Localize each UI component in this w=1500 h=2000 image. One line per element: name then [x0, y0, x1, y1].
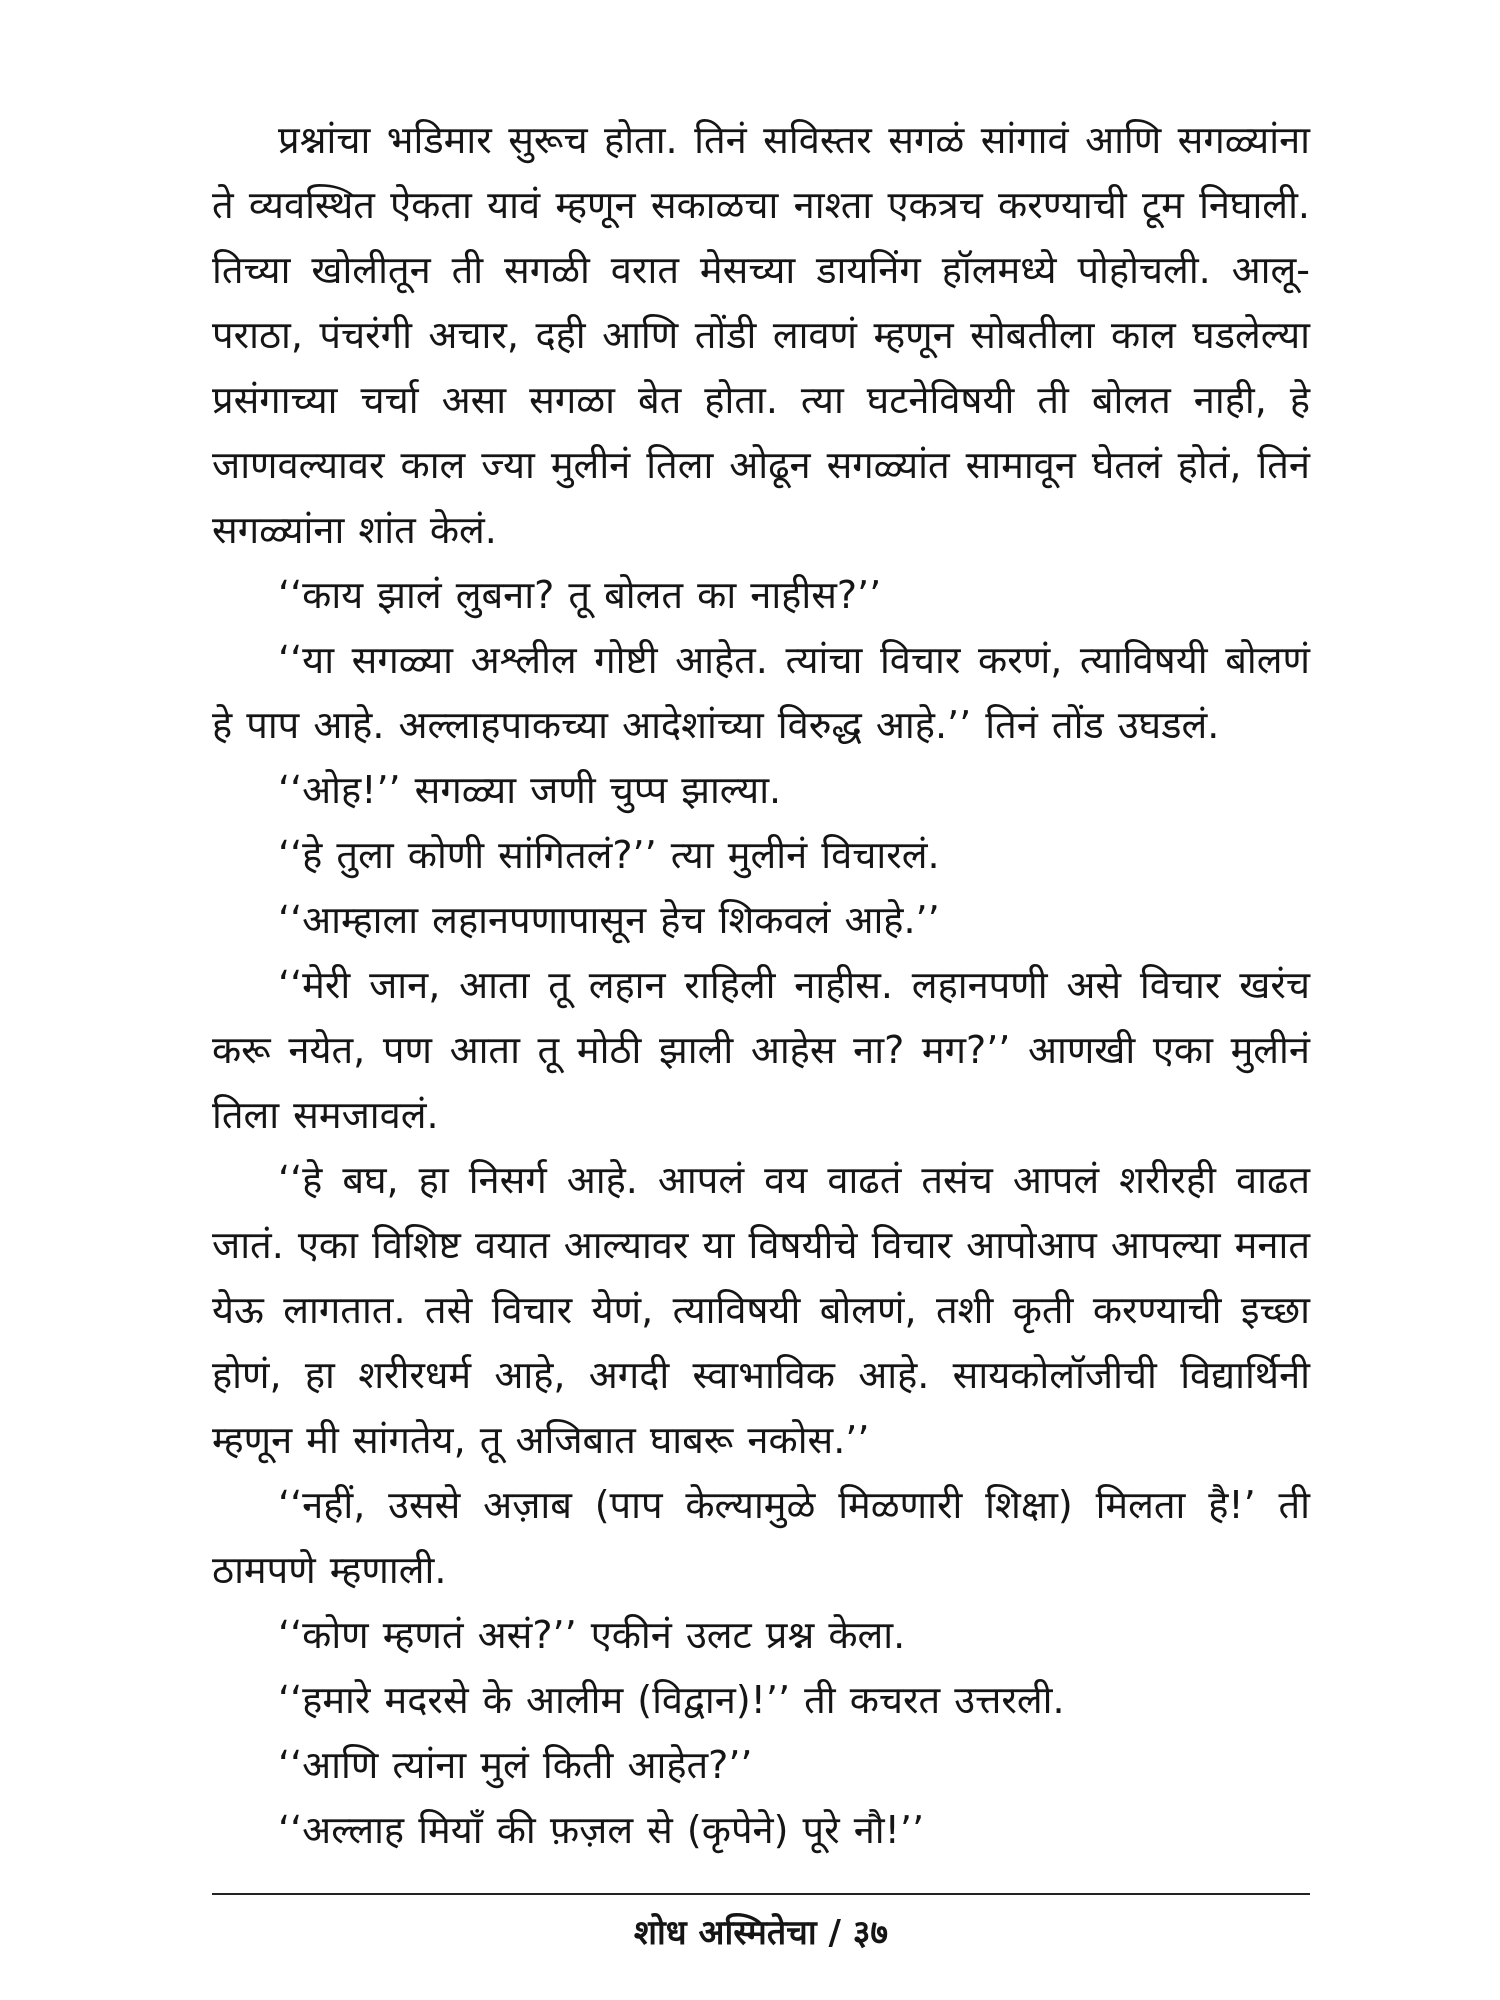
paragraph: ‘‘नहीं, उससे अज़ाब (पाप केल्यामुळे मिळणारी शिक्षा) मिलता है!’ ती ठामपणे म्हणाली. — [212, 1483, 1310, 1592]
paragraph: ‘‘या सगळ्या अश्लील गोष्टी आहेत. त्यांचा विचार करणं, त्याविषयी बोलणं हे पाप आहे. अल्लाहपाकच्या आदेशांच्या विरुद्ध आहे.’’ तिनं तोंड उघडलं. — [212, 638, 1310, 747]
paragraph: प्रश्नांचा भडिमार सुरूच होता. तिनं सविस्तर सगळं सांगावं आणि सगळ्यांना ते व्यवस्थित ऐकता यावं म्हणून सकाळचा नाश्ता एकत्रच करण्याची टूम निघाली. तिच्या खोलीतून ती सगळी वरात मेसच्या डायनिंग हॉलमध्ये पोहोचली. आलू-पराठा, पंचरंगी अचार, दही आणि तोंडी लावणं म्हणून सोबतीला काल घडलेल्या प्रसंगाच्या चर्चा असा सगळा बेत होता. त्या घटनेविषयी ती बोलत नाही, हे जाणवल्यावर काल ज्या मुलीनं तिला ओढून सगळ्यांत सामावून घेतलं होतं, तिनं सगळ्यांना शांत केलं. — [212, 118, 1310, 552]
paragraph: ‘‘ओह!’’ सगळ्या जणी चुप्प झाल्या. — [278, 768, 782, 812]
paragraph: ‘‘मेरी जान, आता तू लहान राहिली नाहीस. लहानपणी असे विचार खरंच करू नयेत, पण आता तू मोठी झाली आहेस ना? मग?’’ आणखी एका मुलीनं तिला समजावलं. — [212, 963, 1310, 1137]
page-footer: शोध अस्मितेचा / ३७ — [633, 1913, 889, 1953]
paragraph: ‘‘हे तुला कोणी सांगितलं?’’ त्या मुलीनं विचारलं. — [278, 833, 940, 877]
paragraph: ‘‘आणि त्यांना मुलं किती आहेत?’’ — [278, 1743, 753, 1787]
page-body — [212, 108, 1310, 1863]
paragraph: ‘‘आम्हाला लहानपणापासून हेच शिकवलं आहे.’’ — [278, 898, 940, 942]
paragraph: ‘‘काय झालं लुबना? तू बोलत का नाहीस?’’ — [278, 573, 882, 617]
footer-divider — [212, 1893, 1310, 1895]
paragraph: ‘‘हे बघ, हा निसर्ग आहे. आपलं वय वाढतं तसंच आपलं शरीरही वाढत जातं. एका विशिष्ट वयात आल्यावर या विषयीचे विचार आपोआप आपल्या मनात येऊ लागतात. तसे विचार येणं, त्याविषयी बोलणं, तशी कृती करण्याची इच्छा होणं, हा शरीरधर्म आहे, अगदी स्वाभाविक आहे. सायकोलॉजीची विद्यार्थिनी म्हणून मी सांगतेय, तू अजिबात घाबरू नकोस.’’ — [212, 1158, 1310, 1462]
paragraph: ‘‘हमारे मदरसे के आलीम (विद्वान)!’’ ती कचरत उत्तरली. — [278, 1678, 1065, 1722]
paragraph: ‘‘कोण म्हणतं असं?’’ एकीनं उलट प्रश्न केला. — [278, 1613, 906, 1657]
paragraph: ‘‘अल्लाह मियाँ की फ़ज़ल से (कृपेने) पूरे नौ!’’ — [278, 1808, 925, 1852]
